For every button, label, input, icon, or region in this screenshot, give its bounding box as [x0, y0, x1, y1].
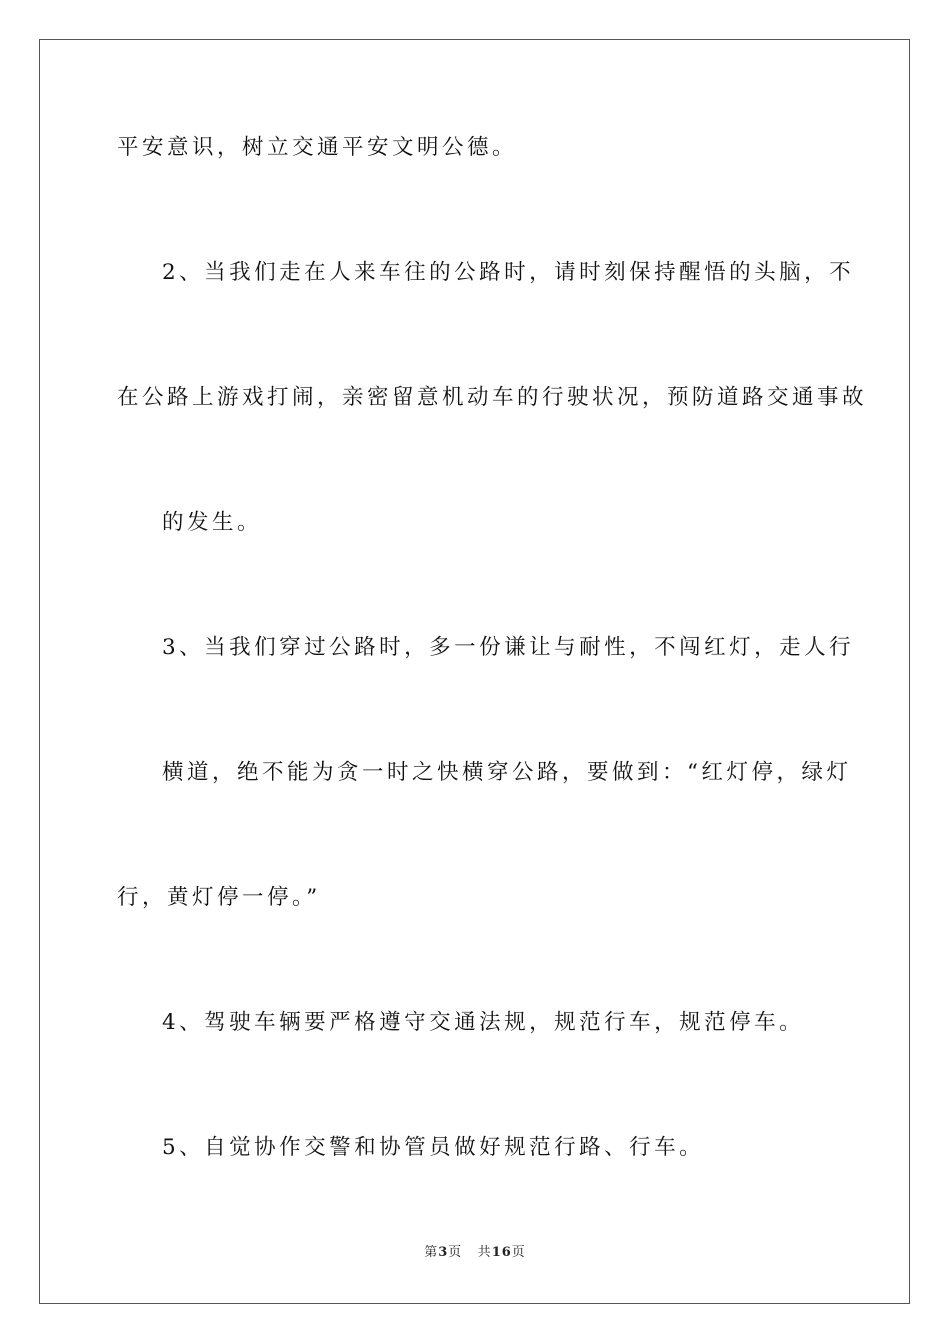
text-line-9: 5、自觉协作交警和协管员做好规范行路、行车。: [162, 1135, 705, 1160]
footer-page-suffix: 页: [448, 1245, 463, 1260]
footer-page-number: 3: [438, 1245, 449, 1260]
text-line-3: 在公路上游戏打闹，亲密留意机动车的行驶状况，预防道路交通事故: [117, 385, 868, 410]
text-line-7: 行，黄灯停一停。”: [117, 885, 321, 910]
page-border: [39, 39, 910, 1304]
text-line-2: 2、当我们走在人来车往的公路时，请时刻保持醒悟的头脑，不: [162, 260, 855, 285]
text-line-1: 平安意识，树立交通平安文明公德。: [117, 135, 518, 160]
footer-total-prefix: 共: [477, 1245, 492, 1260]
footer-page-prefix: 第: [424, 1245, 439, 1260]
text-line-4: 的发生。: [162, 510, 263, 535]
text-line-8: 4、驾驶车辆要严格遵守交通法规，规范行车，规范停车。: [162, 1010, 805, 1035]
text-line-6: 横道，绝不能为贪一时之快横穿公路，要做到：“红灯停，绿灯: [162, 760, 852, 785]
footer-total-suffix: 页: [511, 1245, 526, 1260]
page-footer: [0, 1244, 950, 1262]
text-line-5: 3、当我们穿过公路时，多一份谦让与耐性，不闯红灯，走人行: [162, 635, 855, 660]
footer-total-pages: 16: [491, 1245, 512, 1260]
